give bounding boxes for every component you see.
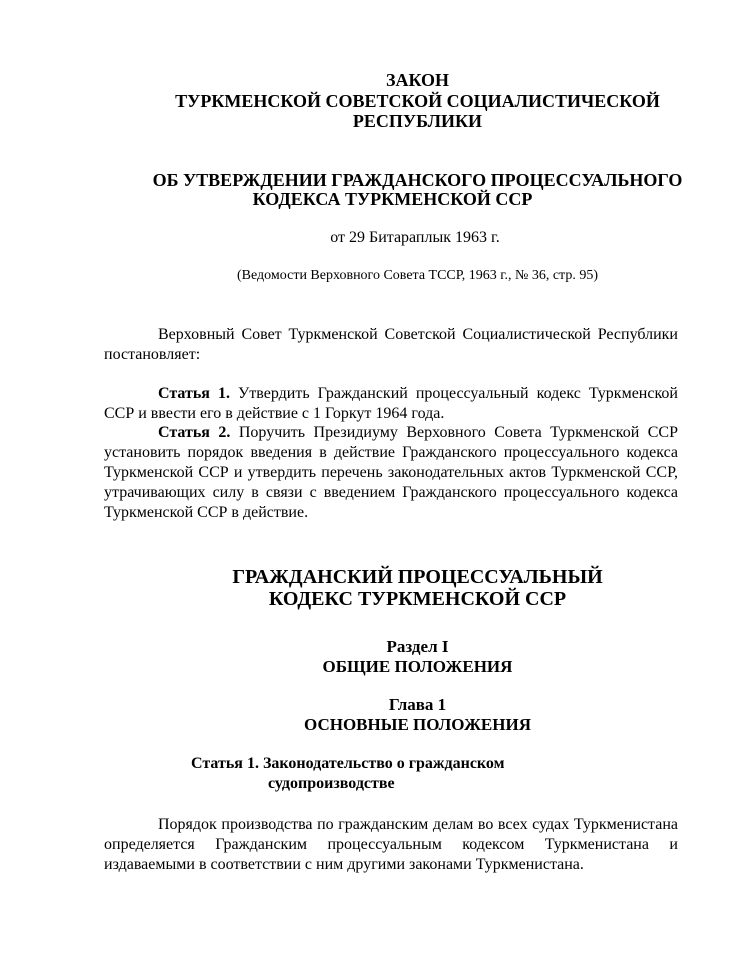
article-1-label: Статья 1. [158,385,230,402]
code-title-line2: КОДЕКС ТУРКМЕНСКОЙ ССР [268,588,567,610]
law-subject-line1: ОБ УТВЕРЖДЕНИИ ГРАЖДАНСКОГО ПРОЦЕССУАЛЬНОГО [152,170,683,190]
code-article-paragraph [104,815,678,875]
code-article-title-line1: Статья 1. Законодательство о гражданском [191,755,505,772]
chapter-title: ОСНОВНЫЕ ПОЛОЖЕНИЯ [304,715,531,734]
code-article-title-line2: судопроизводстве [268,775,395,792]
article-1-paragraph [104,384,678,424]
code-article-text: Порядок производства по гражданским делам во всех судах Туркменистана определяется Гражданским процессуальным кодексом Туркменистана и издаваемыми в соответствии с ним другими законами Туркменистана. [104,816,678,873]
article-2-label: Статья 2. [158,424,231,441]
preamble-paragraph [104,325,678,365]
code-title-line1: ГРАЖДАНСКИЙ ПРОЦЕССУАЛЬНЫЙ [232,566,603,588]
law-header-line2: ТУРКМЕНСКОЙ СОВЕТСКОЙ СОЦИАЛИСТИЧЕСКОЙ [175,91,660,111]
date-line: от 29 Битараплык 1963 г. [330,229,500,246]
section-title: ОБЩИЕ ПОЛОЖЕНИЯ [322,657,513,676]
article-1-text: Утвердить Гражданский процессуальный кодекс Туркменской ССР и ввести его в действие с 1 Горкут 1964 года. [104,385,678,422]
article-2-text: Поручить Президиуму Верховного Совета Туркменской ССР установить порядок введения в действие Гражданского процессуального кодекса Туркменской ССР и утвердить перечень законодательных актов Туркменской ССР, утрачивающих силу в связи с введением Гражданского процессуального кодекса Туркменской ССР в действие. [104,424,678,521]
article-2-paragraph [104,423,678,523]
chapter-label: Глава 1 [388,695,447,714]
section-label: Раздел I [386,637,449,656]
preamble-text: Верховный Совет Туркменской Советской Социалистической Республики постановляет: [104,326,678,363]
law-subject-line2: КОДЕКСА ТУРКМЕНСКОЙ ССР [252,189,533,209]
law-header-line1: ЗАКОН [385,70,450,90]
source-line: (Ведомости Верховного Совета ТССР, 1963 г., № 36, стр. 95) [237,268,598,283]
law-header-line3: РЕСПУБЛИКИ [352,111,483,131]
